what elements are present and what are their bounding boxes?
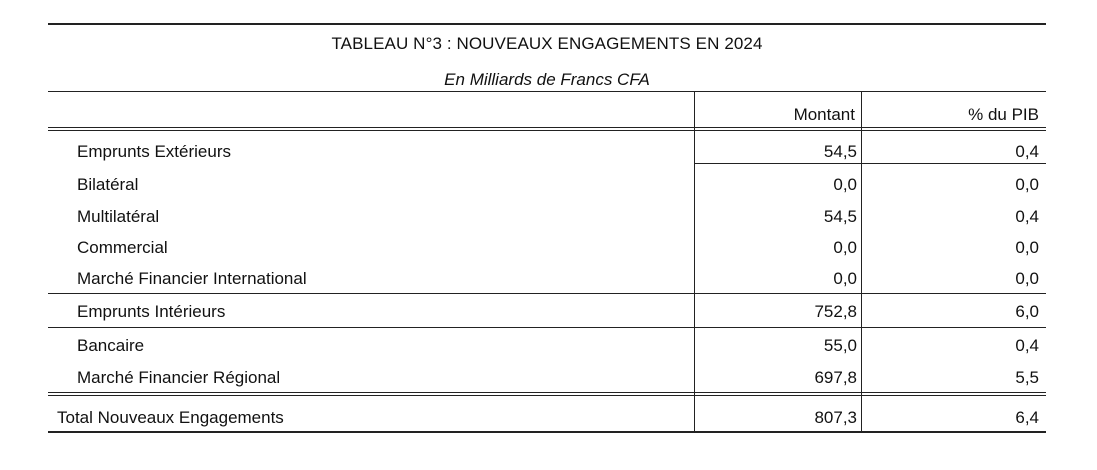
total-montant: 807,3 <box>814 408 857 427</box>
table-row <box>48 175 1046 201</box>
row-pib: 0,0 <box>1015 175 1039 194</box>
row-montant: 752,8 <box>814 302 857 321</box>
row-montant: 55,0 <box>823 336 857 355</box>
row-label: Commercial <box>77 238 168 257</box>
row-pib: 6,0 <box>1015 302 1039 321</box>
row-montant: 697,8 <box>814 368 857 387</box>
table-title: TABLEAU N°3 : NOUVEAUX ENGAGEMENTS EN 2024 <box>331 34 763 53</box>
table-row <box>48 368 1046 394</box>
table-row <box>48 336 1046 362</box>
header-montant: Montant <box>793 105 855 124</box>
row-pib: 0,4 <box>1015 142 1039 161</box>
total-rule-2 <box>48 395 1046 396</box>
row-montant: 0,0 <box>833 269 857 288</box>
table-row <box>48 269 1046 295</box>
total-row <box>48 408 1046 434</box>
row-pib: 0,0 <box>1015 238 1039 257</box>
row-label: Multilatéral <box>77 207 160 226</box>
row-label: Marché Financier International <box>77 269 307 288</box>
header-rule-2 <box>48 130 1046 131</box>
header-rule-1 <box>48 127 1046 128</box>
row-label: Bilatéral <box>77 175 139 194</box>
table-row <box>48 142 1046 168</box>
row-montant: 0,0 <box>833 238 857 257</box>
row-label: Marché Financier Régional <box>77 368 281 387</box>
table-row <box>48 207 1046 233</box>
subtitle-rule <box>48 91 1046 92</box>
table-row <box>48 238 1046 264</box>
row-montant: 0,0 <box>833 175 857 194</box>
top-rule <box>48 23 1046 25</box>
total-label: Total Nouveaux Engagements <box>57 408 284 427</box>
row-pib: 0,4 <box>1015 207 1039 226</box>
row-pib: 0,0 <box>1015 269 1039 288</box>
row-pib: 0,4 <box>1015 336 1039 355</box>
table-row <box>48 302 1046 328</box>
row-label: Emprunts Intérieurs <box>77 302 226 321</box>
table-subtitle: En Milliards de Francs CFA <box>444 70 650 89</box>
header-pib: % du PIB <box>968 105 1039 124</box>
row-montant: 54,5 <box>823 142 857 161</box>
row-label: Bancaire <box>77 336 145 355</box>
row-label: Emprunts Extérieurs <box>77 142 231 161</box>
row-montant: 54,5 <box>823 207 857 226</box>
row-pib: 5,5 <box>1015 368 1039 387</box>
total-pib: 6,4 <box>1015 408 1039 427</box>
